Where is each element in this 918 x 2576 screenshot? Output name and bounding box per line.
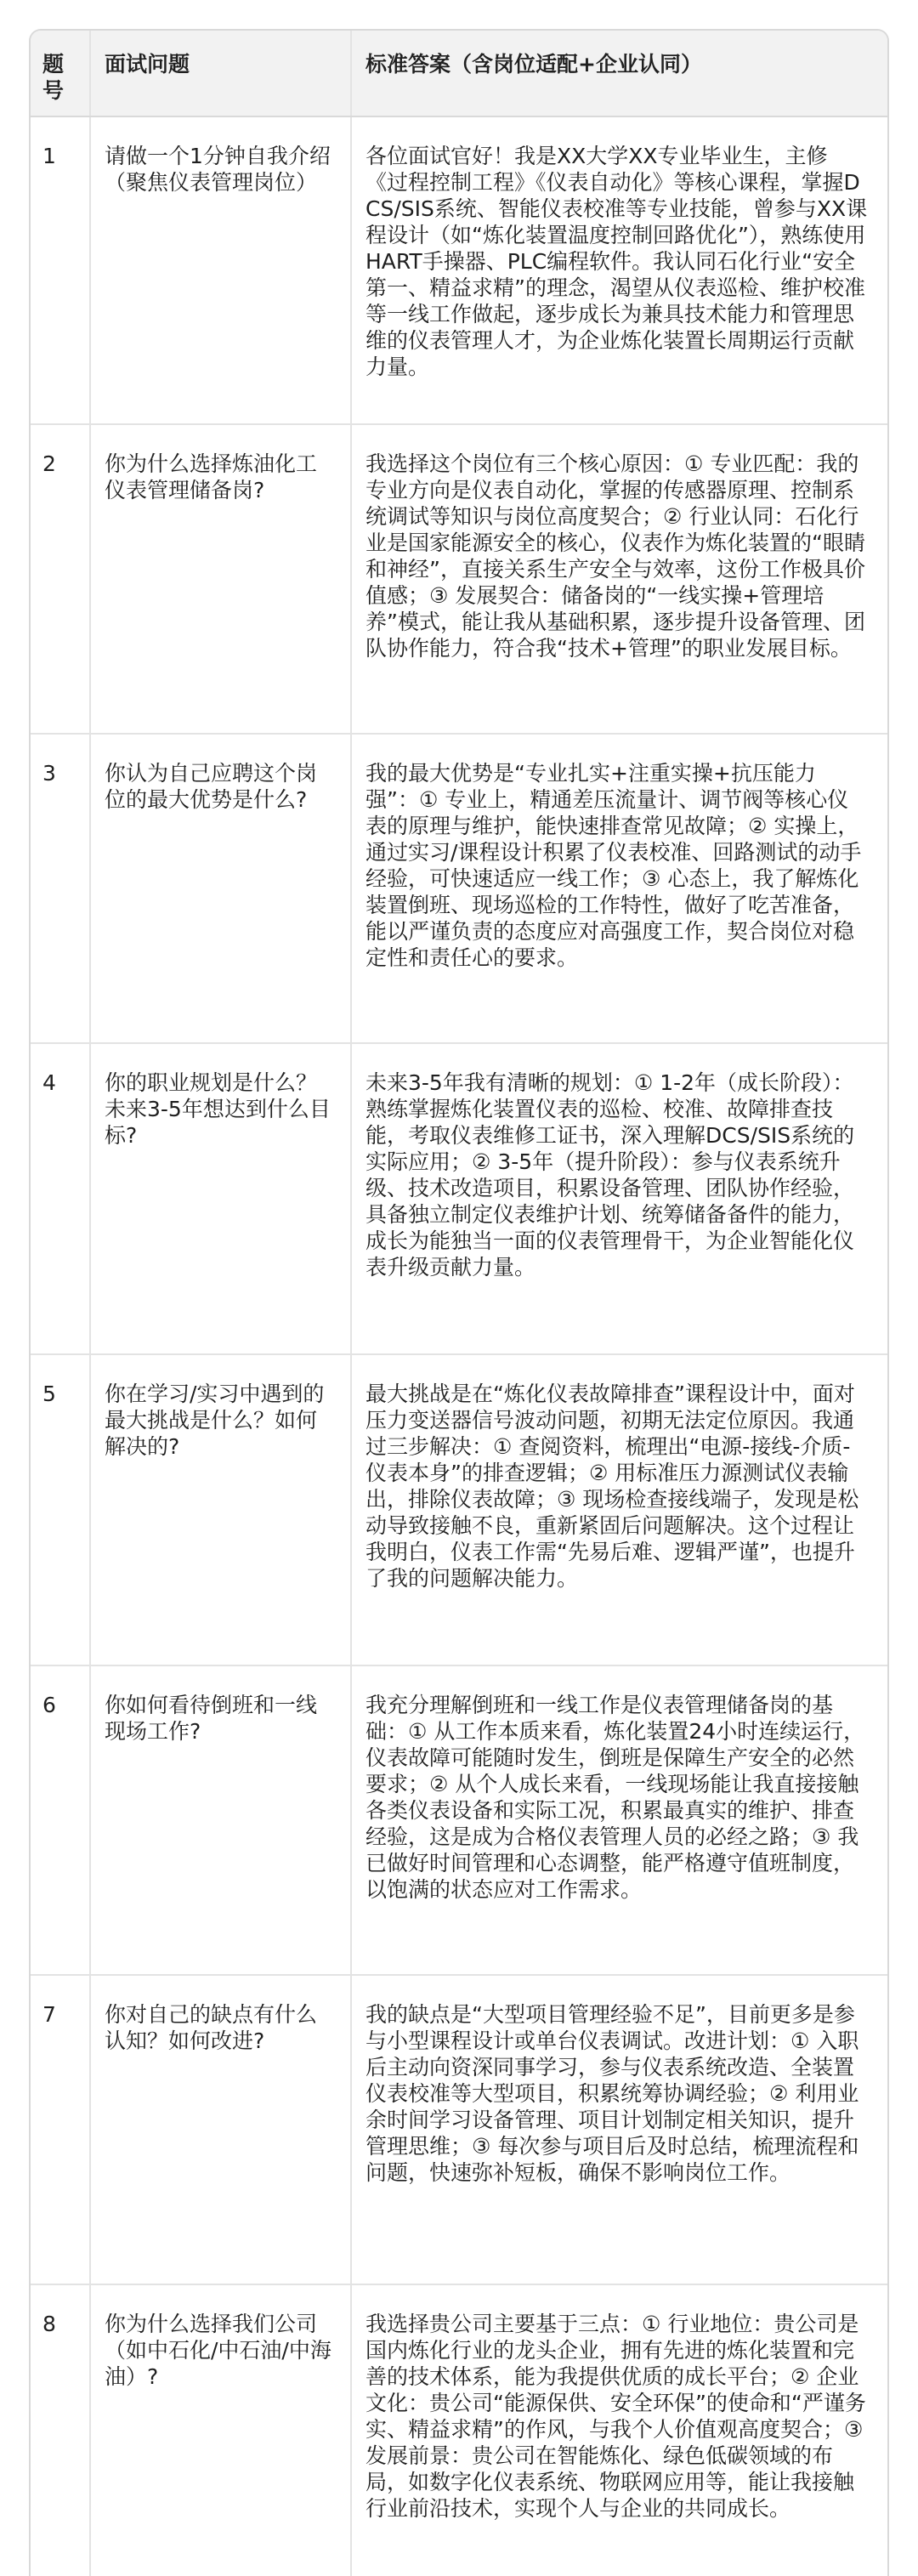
row-number: 2 xyxy=(31,425,91,733)
table-row xyxy=(31,2285,887,2576)
row-number: 5 xyxy=(31,1355,91,1665)
row-question: 你的职业规划是什么？未来3-5年想达到什么目标? xyxy=(91,1044,352,1353)
header-number: 题号 xyxy=(31,31,91,116)
row-number: 6 xyxy=(31,1666,91,1974)
table-row xyxy=(31,1976,887,2285)
interview-qa-table xyxy=(29,29,889,2576)
row-question: 你为什么选择我们公司（如中石化/中石油/中海油）? xyxy=(91,2285,352,2576)
row-number: 1 xyxy=(31,117,91,423)
row-answer: 我选择贵公司主要基于三点：① 行业地位：贵公司是国内炼化行业的龙头企业，拥有先进的炼化装置和完善的技术体系，能为我提供优质的成长平台；② 企业文化：贵公司“能源保供、安全环保”的使命和“严谨务实、精益求精”的作风，与我个人价值观高度契合；③ 发展前景：贵公司在智能炼化、绿色低碳领域的布局，如数字化仪表系统、物联网应用等，能让我接触行业前沿技术，实现个人与企业的共同成长。 xyxy=(366,2312,866,2521)
row-answer: 各位面试官好！我是XX大学XX专业毕业生，主修《过程控制工程》《仪表自动化》等核心课程，掌握DCS/SIS系统、智能仪表校准等专业技能，曾参与XX课程设计（如“炼化装置温度控制回路优化”），熟练使用HART手操器、PLC编程软件。我认同石化行业“安全第一、精益求精”的理念，渴望从仪表巡检、维护校准等一线工作做起，逐步成长为兼具技术能力和管理思维的仪表管理人才，为企业炼化装置长周期运行贡献力量。 xyxy=(366,144,868,379)
header-question: 面试问题 xyxy=(91,31,352,116)
row-answer: 我的最大优势是“专业扎实+注重实操+抗压能力强”：① 专业上，精通差压流量计、调节阀等核心仪表的原理与维护，能快速排查常见故障；② 实操上，通过实习/课程设计积累了仪表校准、回路测试的动手经验，可快速适应一线工作；③ 心态上，我了解炼化装置倒班、现场巡检的工作特性，做好了吃苦准备，能以严谨负责的态度应对高强度工作，契合岗位对稳定性和责任心的要求。 xyxy=(366,761,862,970)
row-number: 8 xyxy=(31,2285,91,2576)
table-row xyxy=(31,425,887,735)
row-question: 你认为自己应聘这个岗位的最大优势是什么? xyxy=(91,735,352,1042)
row-answer: 我充分理解倒班和一线工作是仪表管理储备岗的基础：① 从工作本质来看，炼化装置24小时连续运行，仪表故障可能随时发生，倒班是保障生产安全的必然要求；② 从个人成长来看，一线现场能让我直接接触各类仪表设备和实际工况，积累最真实的维护、排查经验，这是成为合格仪表管理人员的必经之路；③ 我已做好时间管理和心态调整，能严格遵守值班制度，以饱满的状态应对工作需求。 xyxy=(366,1693,865,1902)
row-number: 3 xyxy=(31,735,91,1042)
row-number: 4 xyxy=(31,1044,91,1353)
table-row xyxy=(31,1355,887,1666)
row-answer: 未来3-5年我有清晰的规划：① 1-2年（成长阶段）：熟练掌握炼化装置仪表的巡检、校准、故障排查技能，考取仪表维修工证书，深入理解DCS/SIS系统的实际应用；② 3-5年（提升阶段）：参与仪表系统升级、技术改造项目，积累设备管理、团队协作经验，具备独立制定仪表维护计划、统筹储备备件的能力，成长为能独当一面的仪表管理骨干，为企业智能化仪表升级贡献力量。 xyxy=(366,1070,855,1279)
table-header-row xyxy=(31,31,887,117)
row-answer: 我的缺点是“大型项目管理经验不足”，目前更多是参与小型课程设计或单台仪表调试。改进计划：① 入职后主动向资深同事学习，参与仪表系统改造、全装置仪表校准等大型项目，积累统筹协调经验；② 利用业余时间学习设备管理、项目计划制定相关知识，提升管理思维；③ 每次参与项目后及时总结，梳理流程和问题，快速弥补短板，确保不影响岗位工作。 xyxy=(366,2002,859,2185)
table-row xyxy=(31,117,887,425)
table-row xyxy=(31,735,887,1044)
row-question: 你在学习/实习中遇到的最大挑战是什么？如何解决的? xyxy=(91,1355,352,1665)
table-row xyxy=(31,1666,887,1976)
header-answer: 标准答案（含岗位适配+企业认同） xyxy=(366,52,702,77)
row-number: 7 xyxy=(31,1976,91,2284)
row-question: 你对自己的缺点有什么认知？如何改进? xyxy=(91,1976,352,2284)
row-answer: 我选择这个岗位有三个核心原因：① 专业匹配：我的专业方向是仪表自动化，掌握的传感器原理、控制系统调试等知识与岗位高度契合；② 行业认同：石化行业是国家能源安全的核心，仪表作为炼化装置的“眼睛和神经”，直接关系生产安全与效率，这份工作极具价值感；③ 发展契合：储备岗的“一线实操+管理培养”模式，能让我从基础积累，逐步提升设备管理、团队协作能力，符合我“技术+管理”的职业发展目标。 xyxy=(366,451,865,661)
row-answer: 最大挑战是在“炼化仪表故障排查”课程设计中，面对压力变送器信号波动问题，初期无法定位原因。我通过三步解决：① 查阅资料，梳理出“电源-接线-介质-仪表本身”的排查逻辑；② 用标准压力源测试仪表输出，排除仪表故障；③ 现场检查接线端子，发现是松动导致接触不良，重新紧固后问题解决。这个过程让我明白，仪表工作需“先易后难、逻辑严谨”，也提升了我的问题解决能力。 xyxy=(366,1382,859,1591)
row-question: 请做一个1分钟自我介绍（聚焦仪表管理岗位） xyxy=(91,117,352,423)
row-question: 你为什么选择炼油化工仪表管理储备岗? xyxy=(91,425,352,733)
row-question: 你如何看待倒班和一线现场工作? xyxy=(91,1666,352,1974)
table-row xyxy=(31,1044,887,1355)
